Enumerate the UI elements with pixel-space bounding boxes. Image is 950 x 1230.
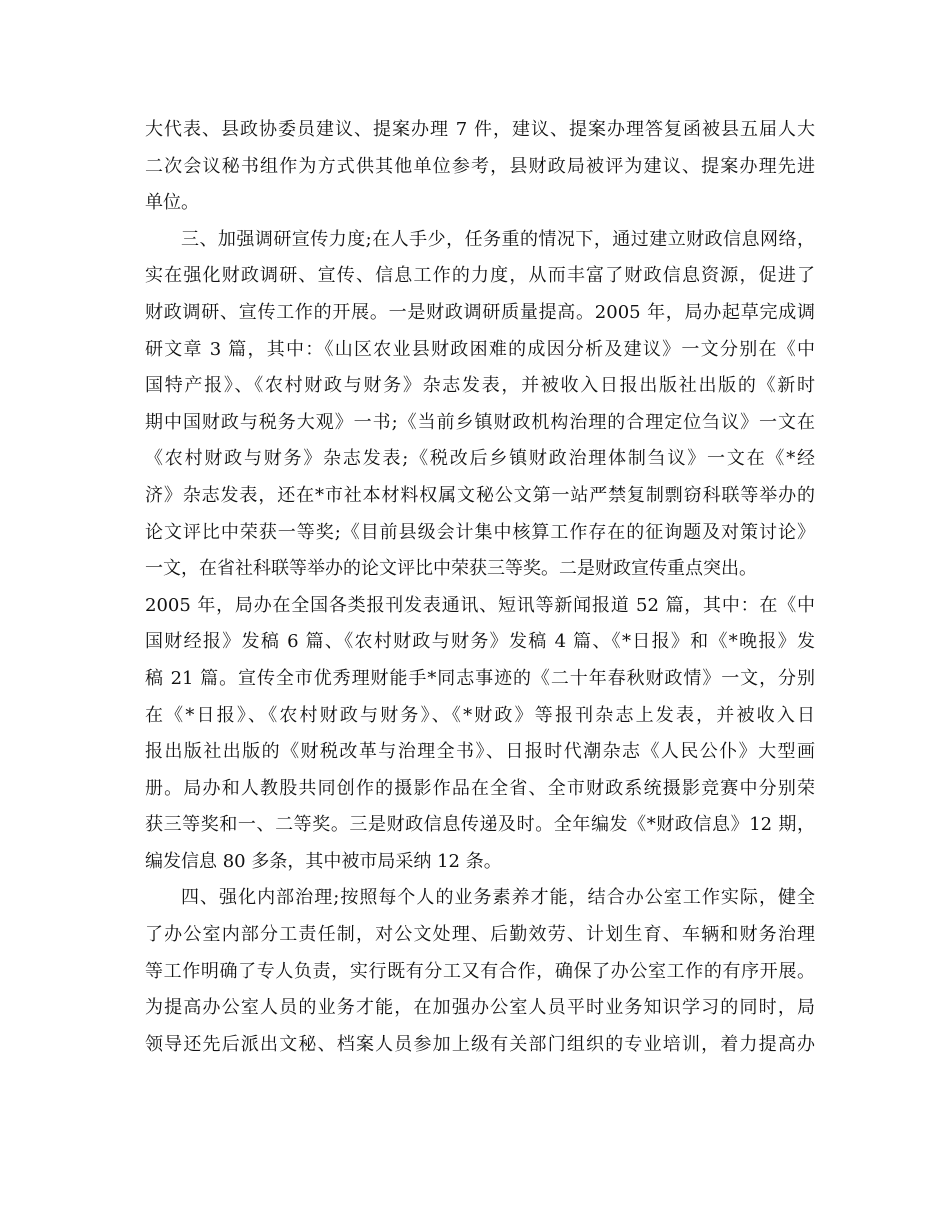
text-line: 财政调研、宣传工作的开展。一是财政调研质量提高。2005 年，局办起草完成调 [145, 301, 815, 323]
text-line: 为提高办公室人员的业务才能，在加强办公室人员平时业务知识学习的同时，局 [145, 997, 815, 1019]
text-line: 在《*日报》、《农村财政与财务》、《*财政》等报刊杂志上发表，并被收入日 [145, 704, 815, 726]
text-line: 了办公室内部分工责任制，对公文处理、后勤效劳、计划生育、车辆和财务治理 [145, 924, 815, 946]
text-line: 领导还先后派出文秘、档案人员参加上级有关部门组织的专业培训，着力提高办 [145, 1033, 815, 1055]
text-line: 大代表、县政协委员建议、提案办理 7 件，建议、提案办理答复函被县五届人大 [145, 119, 815, 140]
text-line: 一文，在省社科联等举办的论文评比中荣获三等奖。二是财政宣传重点突出。 [145, 558, 757, 580]
text-line: 单位。 [145, 192, 199, 214]
text-line: 三、加强调研宣传力度;在人手少，任务重的情况下，通过建立财政信息网络， [181, 228, 815, 250]
text-line: 册。局办和人教股共同创作的摄影作品在全省、全市财政系统摄影竞赛中分别荣 [145, 777, 815, 799]
text-line: 报出版社出版的《财税改革与治理全书》、日报时代潮杂志《人民公仆》大型画 [145, 741, 815, 763]
text-line: 《农村财政与财务》杂志发表;《税改后乡镇财政治理体制刍议》一文在《*经 [145, 448, 815, 470]
text-line: 论文评比中荣获一等奖;《目前县级会计集中核算工作存在的征询题及对策讨论》 [145, 521, 815, 543]
text-line: 国财经报》发稿 6 篇、《农村财政与财务》发稿 4 篇、《*日报》和《*晚报》发 [145, 631, 815, 653]
text-line: 2005 年，局办在全国各类报刊发表通讯、短讯等新闻报道 52 篇，其中：在《中 [145, 594, 815, 616]
text-line: 实在强化财政调研、宣传、信息工作的力度，从而丰富了财政信息资源，促进了 [145, 265, 815, 287]
text-line: 等工作明确了专人负责，实行既有分工又有合作，确保了办公室工作的有序开展。 [145, 960, 815, 982]
text-line: 四、强化内部治理;按照每个人的业务素养才能，结合办公室工作实际，健全 [181, 887, 815, 909]
text-line: 获三等奖和一、二等奖。三是财政信息传递及时。全年编发《*财政信息》12 期， [145, 814, 815, 836]
text-line: 二次会议秘书组作为方式供其他单位参考，县财政局被评为建议、提案办理先进 [145, 155, 815, 177]
body-text [145, 112, 815, 1063]
text-line: 编发信息 80 多条，其中被市局采纳 12 条。 [145, 850, 502, 872]
text-line: 济》杂志发表，还在*市社本材料权属文秘公文第一站严禁复制剽窃科联等举办的 [145, 484, 815, 506]
text-line: 期中国财政与税务大观》一书;《当前乡镇财政机构治理的合理定位刍议》一文在 [145, 411, 815, 433]
text-line: 稿 21 篇。宣传全市优秀理财能手*同志事迹的《二十年春秋财政情》一文，分别 [145, 667, 815, 689]
text-line: 研文章 3 篇，其中：《山区农业县财政困难的成因分析及建议》一文分别在《中 [145, 338, 815, 360]
text-line: 国特产报》、《农村财政与财务》杂志发表，并被收入日报出版社出版的《新时 [145, 375, 815, 397]
